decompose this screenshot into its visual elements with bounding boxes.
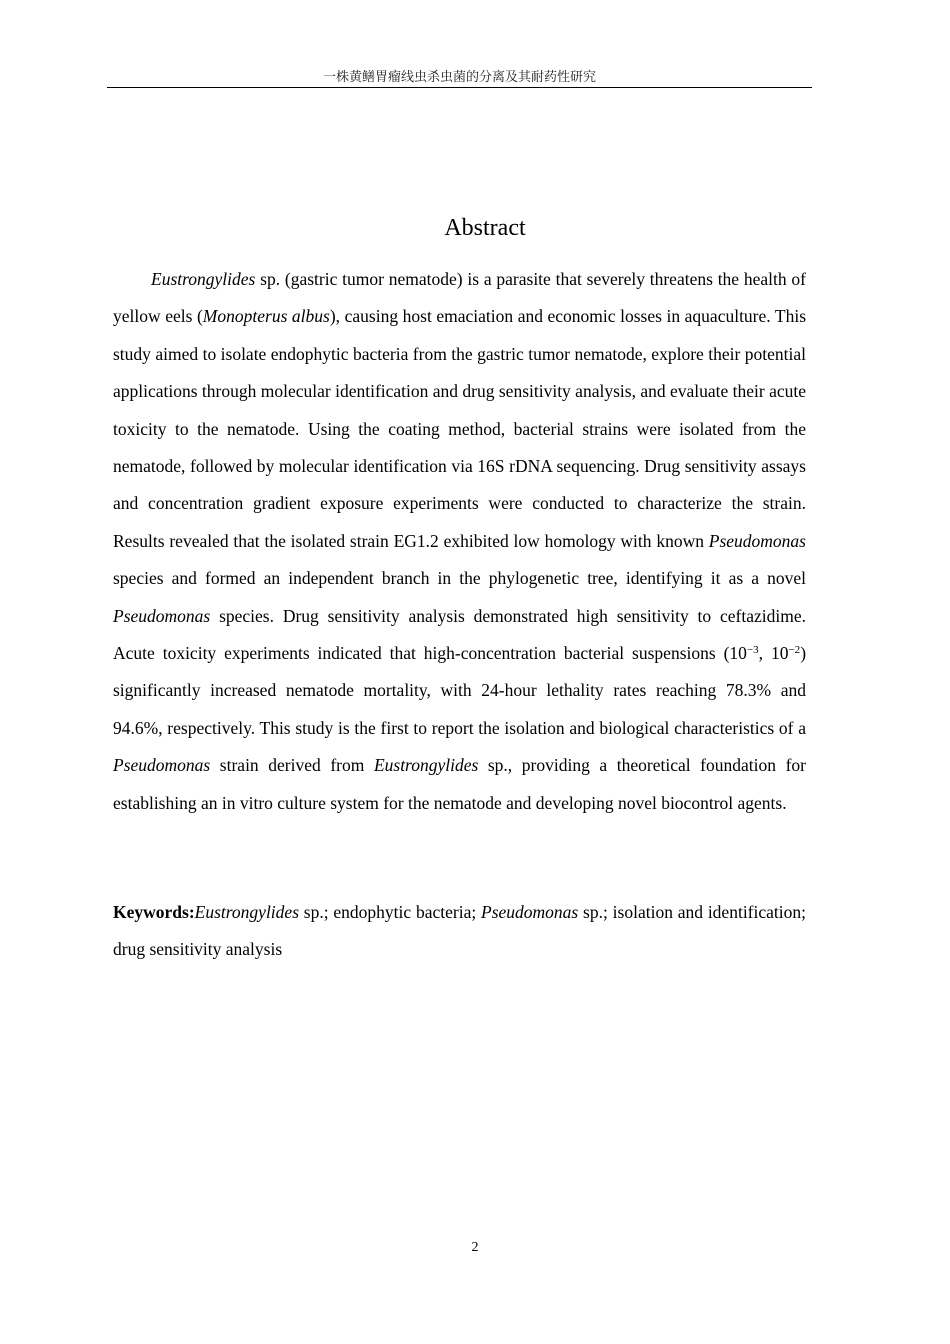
keywords-label: Keywords: bbox=[113, 902, 195, 922]
running-header: 一株黄鳝胃瘤线虫杀虫菌的分离及其耐药性研究 bbox=[107, 68, 812, 88]
keywords-paragraph bbox=[113, 894, 806, 968]
exponent: −3 bbox=[746, 644, 759, 657]
abstract-text: sp. (gastric tumor nematode) is a parasite that severely threatens the health of yellow eels ( bbox=[113, 269, 806, 327]
genus-name: Pseudomonas bbox=[113, 605, 211, 626]
genus-name: Pseudomonas bbox=[113, 755, 211, 776]
keyword-text: sp.; endophytic bacteria; bbox=[299, 902, 482, 922]
abstract-text: ) significantly increased nematode mortality, with 24-hour lethality rates reaching 78.3% and 94.6%, respectively. This study is the first to report the isolation and biological characteristics of a bbox=[113, 643, 807, 738]
exponent: −2 bbox=[788, 644, 801, 657]
abstract-text: species and formed an independent branch in the phylogenetic tree, identifying it as a novel bbox=[113, 568, 806, 589]
species-name: Eustrongylides bbox=[151, 269, 256, 289]
keyword-text: sp.; isolation and identification; drug sensitivity analysis bbox=[113, 902, 806, 959]
abstract-text: strain derived from bbox=[210, 755, 374, 776]
genus-name: Pseudomonas bbox=[708, 530, 806, 551]
keyword-species: Eustrongylides bbox=[194, 902, 299, 922]
abstract-text: species. Drug sensitivity analysis demonstrated high sensitivity to ceftazidime. Acute toxicity experiments indicated that high-concentration bacterial suspensions (10 bbox=[113, 605, 806, 664]
keyword-genus: Pseudomonas bbox=[481, 902, 579, 922]
abstract-text: sp., providing a theoretical foundation for establishing an in vitro culture system for the nematode and developing novel biocontrol agents. bbox=[113, 755, 806, 813]
species-name: Eustrongylides bbox=[373, 755, 479, 776]
abstract-paragraph bbox=[113, 261, 806, 822]
species-name: Monopterus albus bbox=[202, 306, 330, 327]
abstract-text: ), causing host emaciation and economic losses in aquaculture. This study aimed to isolate endophytic bacteria from the gastric tumor nematode, explore their potential applications through molecular identification and drug sensitivity analysis, and evaluate their acute toxicity to the nematode. Using the coating method, bacterial strains were isolated from the nematode, followed by molecular identification via 16S rDNA sequencing. Drug sensitivity assays and concentration gradient exposure experiments were conducted to characterize the strain. Results revealed that the isolated strain EG1.2 exhibited low homology with known bbox=[113, 306, 807, 551]
abstract-title: Abstract bbox=[444, 215, 526, 241]
page-number: 2 bbox=[471, 1240, 479, 1255]
abstract-text: , 10 bbox=[758, 643, 789, 664]
